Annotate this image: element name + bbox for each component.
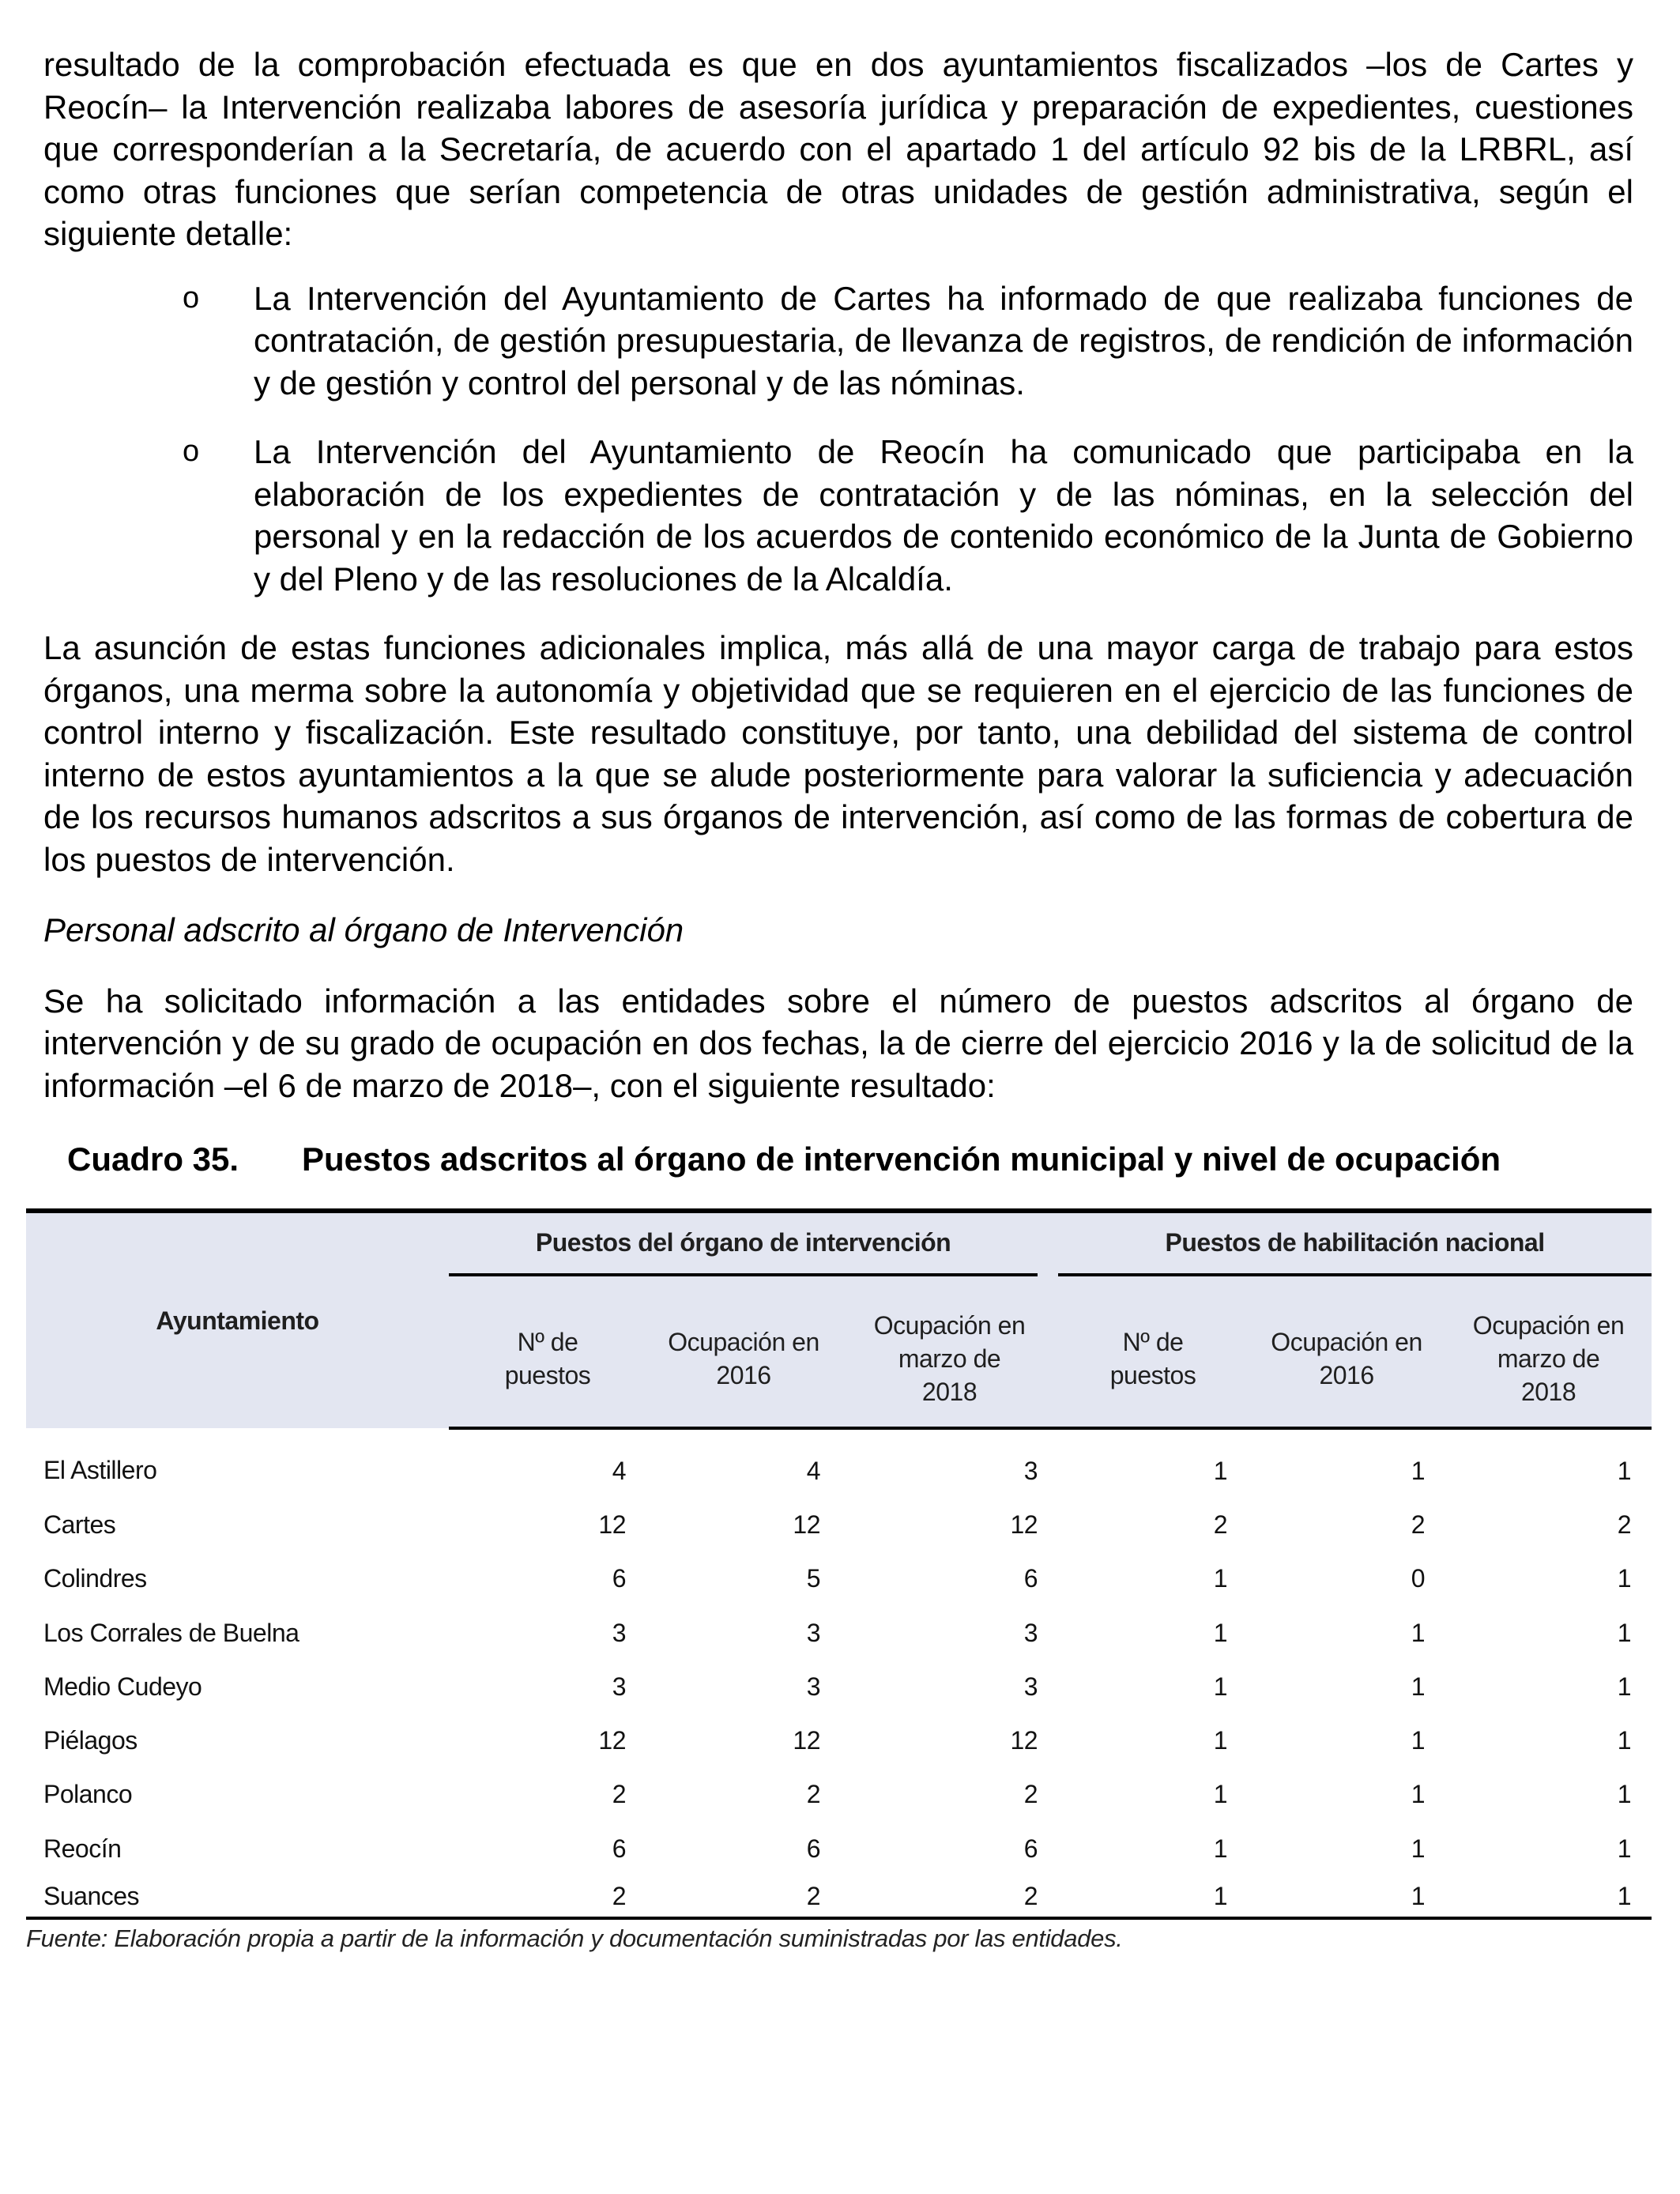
table-row <box>26 1552 1652 1606</box>
cell-value: 1 <box>1617 1834 1632 1863</box>
cell-value: 2 <box>646 1875 841 1918</box>
table-row <box>26 1428 1652 1498</box>
cell-value: 12 <box>1010 1726 1038 1755</box>
cell-value: 3 <box>612 1672 626 1701</box>
header-ocupacion-2018-hn <box>1445 1291 1652 1428</box>
cell-ayuntamiento: Piélagos <box>43 1726 137 1755</box>
header-line: 2018 <box>921 1378 977 1406</box>
header-line: Ocupación en <box>1472 1311 1625 1340</box>
header-line: Ocupación en <box>1271 1328 1422 1356</box>
header-line: 2016 <box>716 1361 771 1389</box>
document-page <box>26 43 1633 1953</box>
header-line: marzo de <box>1497 1344 1600 1373</box>
cell-ayuntamiento: Reocín <box>43 1834 122 1863</box>
table-source-note: Fuente: Elaboración propia a partir de la información y documentación suministradas por las entidades. <box>26 1924 1123 1953</box>
cell-value: 12 <box>793 1510 820 1539</box>
bullet-item-reocin <box>43 431 1633 600</box>
cell-value: 6 <box>612 1564 626 1593</box>
cell-value: 1 <box>1617 1726 1632 1755</box>
cell-value: 12 <box>598 1726 626 1755</box>
cell-value: 1 <box>1617 1564 1632 1593</box>
cell-value: 1 <box>1411 1726 1426 1755</box>
cell-value: 1 <box>1617 1618 1632 1647</box>
cell-value: 6 <box>806 1834 820 1863</box>
cell-value: 1 <box>1411 1834 1426 1863</box>
cell-ayuntamiento: Suances <box>26 1875 449 1918</box>
table-header <box>26 1211 1652 1428</box>
table-row <box>26 1768 1652 1822</box>
bullet-item-cartes <box>43 277 1633 405</box>
header-line: puestos <box>1109 1361 1196 1389</box>
cell-value: 1 <box>1617 1456 1632 1485</box>
cell-value: 6 <box>612 1834 626 1863</box>
table-container <box>26 1208 1652 1953</box>
header-ayuntamiento: Ayuntamiento <box>26 1211 449 1428</box>
cell-value: 1 <box>1411 1618 1426 1647</box>
cell-value: 3 <box>612 1618 626 1647</box>
table-row <box>26 1606 1652 1660</box>
header-ocupacion-2016 <box>646 1291 841 1428</box>
cell-value: 1 <box>1213 1564 1228 1593</box>
bullet-list <box>43 277 1633 601</box>
cell-value: 2 <box>1023 1780 1038 1809</box>
cell-value: 1 <box>1617 1780 1632 1809</box>
cell-ayuntamiento: Polanco <box>43 1780 133 1809</box>
header-ocupacion-2016-hn <box>1248 1291 1445 1428</box>
header-ocupacion-2018 <box>841 1291 1058 1428</box>
cell-value: 1 <box>1445 1875 1652 1918</box>
cell-value: 2 <box>612 1780 626 1809</box>
table-row <box>26 1660 1652 1713</box>
bullet-marker: o <box>183 435 200 468</box>
cell-value: 1 <box>1213 1672 1228 1701</box>
table-row <box>26 1822 1652 1875</box>
assumption-paragraph: La asunción de estas funciones adicionales implica, más allá de una mayor carga de trabajo para estos órganos, una merma sobre la autonomía y objetividad que se requieren en el ejercicio de las funciones de control interno y fiscalización. Este resultado constituye, por tanto, una debilidad del sistema de control interno de estos ayuntamientos a la que se alude posteriormente para valorar la suficiencia y adecuación de los recursos humanos adscritos a sus órganos de intervención, así como de las formas de cobertura de los puestos de intervención. <box>43 629 1633 878</box>
cell-value: 1 <box>1248 1875 1445 1918</box>
cell-ayuntamiento: Los Corrales de Buelna <box>43 1618 299 1647</box>
header-group-habilitacion <box>1058 1211 1652 1291</box>
header-line: Nº de <box>517 1328 578 1356</box>
group-label-habilitacion: Puestos de habilitación nacional <box>1058 1228 1652 1276</box>
bullet-marker: o <box>183 281 200 315</box>
cell-value: 3 <box>1023 1456 1038 1485</box>
header-line: puestos <box>504 1361 591 1389</box>
cell-ayuntamiento: Medio Cudeyo <box>43 1672 202 1701</box>
data-table <box>26 1208 1652 1920</box>
cell-value: 2 <box>1213 1510 1228 1539</box>
cell-value: 1 <box>1617 1672 1632 1701</box>
request-paragraph: Se ha solicitado información a las entidades sobre el número de puestos adscritos al órgano de intervención y de su grado de ocupación en dos fechas, la de cierre del ejercicio 2016 y la de solicitud de la información –el 6 de marzo de 2018–, con el siguiente resultado: <box>43 982 1633 1104</box>
cell-value: 2 <box>1617 1510 1632 1539</box>
bullet-text: La Intervención del Ayuntamiento de Reocín ha comunicado que participaba en la elaboración de los expedientes de contratación y de las nóminas, en la selección del personal y en la redacción de los acuerdos de contenido económico de la Junta de Gobierno y del Pleno y de las resoluciones de la Alcaldía. <box>254 433 1633 598</box>
table-row <box>26 1875 1652 1918</box>
cell-value: 2 <box>806 1780 820 1809</box>
cell-value: 2 <box>1411 1510 1426 1539</box>
cell-value: 3 <box>806 1618 820 1647</box>
cell-ayuntamiento: El Astillero <box>43 1455 157 1484</box>
table-number: Cuadro 35. <box>67 1140 239 1178</box>
cell-value: 3 <box>806 1672 820 1701</box>
cell-value: 1 <box>1213 1726 1228 1755</box>
header-line: Nº de <box>1122 1328 1184 1356</box>
cell-value: 12 <box>793 1726 820 1755</box>
header-line: Ocupación en <box>668 1328 819 1356</box>
cell-value: 5 <box>806 1564 820 1593</box>
cell-value: 3 <box>1023 1618 1038 1647</box>
cell-value: 0 <box>1411 1564 1426 1593</box>
header-group-intervencion <box>449 1211 1058 1291</box>
bullet-text: La Intervención del Ayuntamiento de Cartes ha informado de que realizaba funciones de contratación, de gestión presupuestaria, de llevanza de registros, de rendición de información y de gestión y control del personal y de las nóminas. <box>254 279 1633 401</box>
cell-value: 3 <box>1023 1672 1038 1701</box>
table-row <box>26 1713 1652 1767</box>
cell-value: 1 <box>1213 1456 1228 1485</box>
table-row <box>26 1498 1652 1551</box>
cell-ayuntamiento: Cartes <box>43 1510 116 1539</box>
header-line: 2018 <box>1520 1378 1576 1406</box>
header-line: Ocupación en <box>873 1311 1026 1340</box>
cell-value: 4 <box>612 1456 626 1485</box>
group-label-intervencion: Puestos del órgano de intervención <box>449 1228 1038 1276</box>
cell-value: 1 <box>1411 1780 1426 1809</box>
cell-value: 4 <box>806 1456 820 1485</box>
cell-value: 12 <box>1010 1510 1038 1539</box>
cell-value: 1 <box>1411 1672 1426 1701</box>
header-n-puestos-hn <box>1058 1291 1248 1428</box>
cell-value: 2 <box>841 1875 1058 1918</box>
table-caption <box>43 1138 1633 1180</box>
cell-value: 6 <box>1023 1834 1038 1863</box>
header-n-puestos <box>449 1291 646 1428</box>
section-subheading: Personal adscrito al órgano de Intervención <box>43 911 684 948</box>
header-line: marzo de <box>898 1344 1001 1373</box>
cell-value: 1 <box>1213 1834 1228 1863</box>
cell-value: 1 <box>1213 1780 1228 1809</box>
cell-value: 1 <box>1411 1456 1426 1485</box>
cell-ayuntamiento: Colindres <box>43 1564 147 1593</box>
cell-value: 6 <box>1023 1564 1038 1593</box>
cell-value: 2 <box>449 1875 646 1918</box>
header-line: 2016 <box>1319 1361 1374 1389</box>
cell-value: 1 <box>1213 1618 1228 1647</box>
cell-value: 12 <box>598 1510 626 1539</box>
cell-value: 1 <box>1058 1875 1248 1918</box>
table-title: Puestos adscritos al órgano de intervención municipal y nivel de ocupación <box>302 1140 1501 1178</box>
intro-paragraph: resultado de la comprobación efectuada es que en dos ayuntamientos fiscalizados –los de Cartes y Reocín– la Intervención realizaba labores de asesoría jurídica y preparación de expedientes, cuestiones que corresponderían a la Secretaría, de acuerdo con el apartado 1 del artículo 92 bis de la LRBRL, así como otras funciones que serían competencia de otras unidades de gestión administrativa, según el siguiente detalle: <box>43 46 1633 252</box>
table-body <box>26 1428 1652 1918</box>
